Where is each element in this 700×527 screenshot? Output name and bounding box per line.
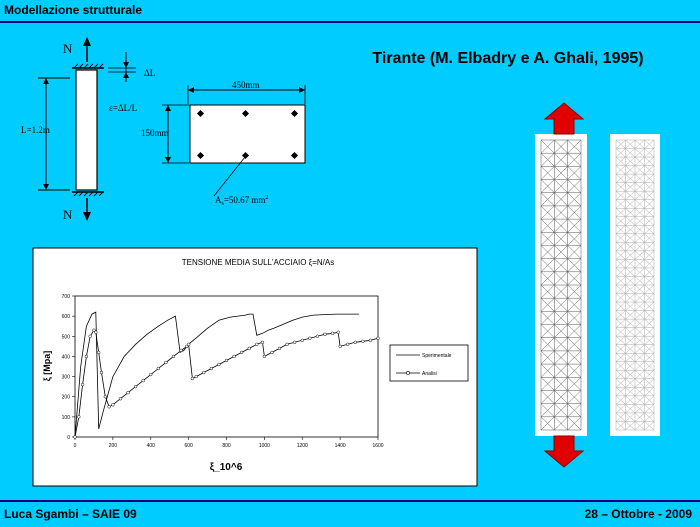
data-point	[172, 355, 175, 358]
chart-ylabel: ξ [Mpa]	[42, 350, 52, 382]
data-point	[108, 405, 111, 408]
data-point	[94, 331, 97, 334]
data-point	[248, 347, 251, 350]
data-point	[180, 349, 183, 352]
strain-label: ε=ΔL/L	[109, 103, 138, 113]
chart-title: TENSIONE MEDIA SULL'ACCIAIO ξ=N/As	[181, 258, 335, 267]
chart-panel	[33, 248, 477, 486]
x-tick-label: 200	[108, 443, 118, 449]
width-label: 450mm	[232, 80, 260, 90]
y-tick-label: 100	[61, 414, 70, 421]
data-point	[240, 351, 243, 354]
cross-section	[141, 80, 305, 207]
data-point	[210, 367, 213, 370]
data-point	[104, 395, 107, 398]
mesh-figure-1	[535, 103, 587, 467]
x-tick-label: 1200	[296, 443, 308, 449]
data-point	[111, 403, 114, 406]
data-point	[85, 355, 88, 358]
data-point	[77, 415, 80, 418]
y-tick-label: 400	[61, 354, 70, 361]
x-tick-label: 0	[73, 443, 77, 449]
data-point	[233, 355, 236, 358]
y-tick-label: 300	[61, 374, 70, 381]
data-point	[202, 371, 205, 374]
data-point	[218, 363, 221, 366]
plot-area	[75, 296, 378, 437]
data-point	[149, 373, 152, 376]
tension-arrow-bottom	[545, 436, 583, 467]
data-point	[316, 335, 319, 338]
mesh-figure-2	[610, 134, 660, 436]
header-title: Modellazione strutturale	[4, 3, 143, 17]
data-point	[195, 375, 198, 378]
data-point	[354, 341, 357, 344]
data-point	[346, 343, 349, 346]
data-point	[301, 339, 304, 342]
y-tick-label: 500	[61, 334, 70, 341]
x-tick-label: 1600	[372, 443, 384, 449]
x-tick-label: 800	[222, 443, 231, 449]
data-point	[369, 339, 372, 342]
x-tick-label: 600	[184, 443, 193, 449]
legend-label-analysis: Analisi	[422, 371, 437, 377]
x-tick-label: 1400	[334, 443, 346, 449]
data-point	[337, 331, 340, 334]
x-tick-label: 1000	[258, 443, 270, 449]
data-point	[308, 337, 311, 340]
data-point	[74, 436, 77, 439]
area-label: $A_s=50.67$ $mm^2$	[215, 195, 269, 207]
data-point	[89, 335, 92, 338]
legend-marker-analysis	[406, 371, 409, 374]
length-label: L=1.2m	[21, 125, 50, 135]
force-label-top: N	[63, 41, 73, 56]
data-point	[263, 355, 266, 358]
slide-canvas	[0, 23, 700, 500]
slide-title: Tirante (M. Elbadry e A. Ghali, 1995)	[372, 50, 644, 67]
data-point	[142, 379, 145, 382]
data-point	[127, 391, 130, 394]
data-point	[97, 351, 100, 354]
header-bar	[0, 0, 700, 23]
data-point	[100, 371, 103, 374]
data-point	[187, 343, 190, 346]
data-point	[225, 359, 228, 362]
data-point	[331, 332, 334, 335]
legend-label-experimental: Sperimentale	[422, 353, 452, 359]
data-point	[293, 341, 296, 344]
tie-bar	[76, 70, 97, 190]
data-point	[134, 385, 137, 388]
footer-left: Luca Sgambi – SAIE 09	[4, 507, 137, 521]
slide-content	[0, 23, 700, 500]
y-tick-label: 600	[61, 314, 70, 321]
force-arrow-bottom-head	[83, 212, 91, 221]
data-point	[261, 341, 264, 344]
tension-arrow-top	[545, 103, 583, 134]
data-point	[165, 361, 168, 364]
data-point	[271, 351, 274, 354]
footer-bar	[0, 500, 700, 527]
data-point	[324, 333, 327, 336]
x-tick-label: 400	[146, 443, 155, 449]
data-point	[286, 343, 289, 346]
data-point	[278, 347, 281, 350]
height-label: 150mm	[141, 128, 169, 138]
force-label-bottom: N	[63, 207, 73, 222]
data-point	[339, 345, 342, 348]
data-point	[81, 383, 84, 386]
y-tick-label: 200	[61, 394, 70, 401]
y-tick-label: 0	[67, 435, 70, 441]
data-point	[361, 340, 364, 343]
y-tick-label: 700	[61, 294, 70, 300]
data-point	[157, 367, 160, 370]
bar-diagram	[21, 37, 155, 222]
data-point	[119, 397, 122, 400]
data-point	[255, 343, 258, 346]
footer-right: 28 – Ottobre - 2009	[584, 507, 692, 521]
data-point	[377, 337, 380, 340]
delta-l-label: ΔL	[144, 68, 156, 78]
chart-xlabel: ξ_10^6	[209, 462, 243, 473]
force-arrow-top-head	[83, 37, 91, 46]
data-point	[191, 377, 194, 380]
